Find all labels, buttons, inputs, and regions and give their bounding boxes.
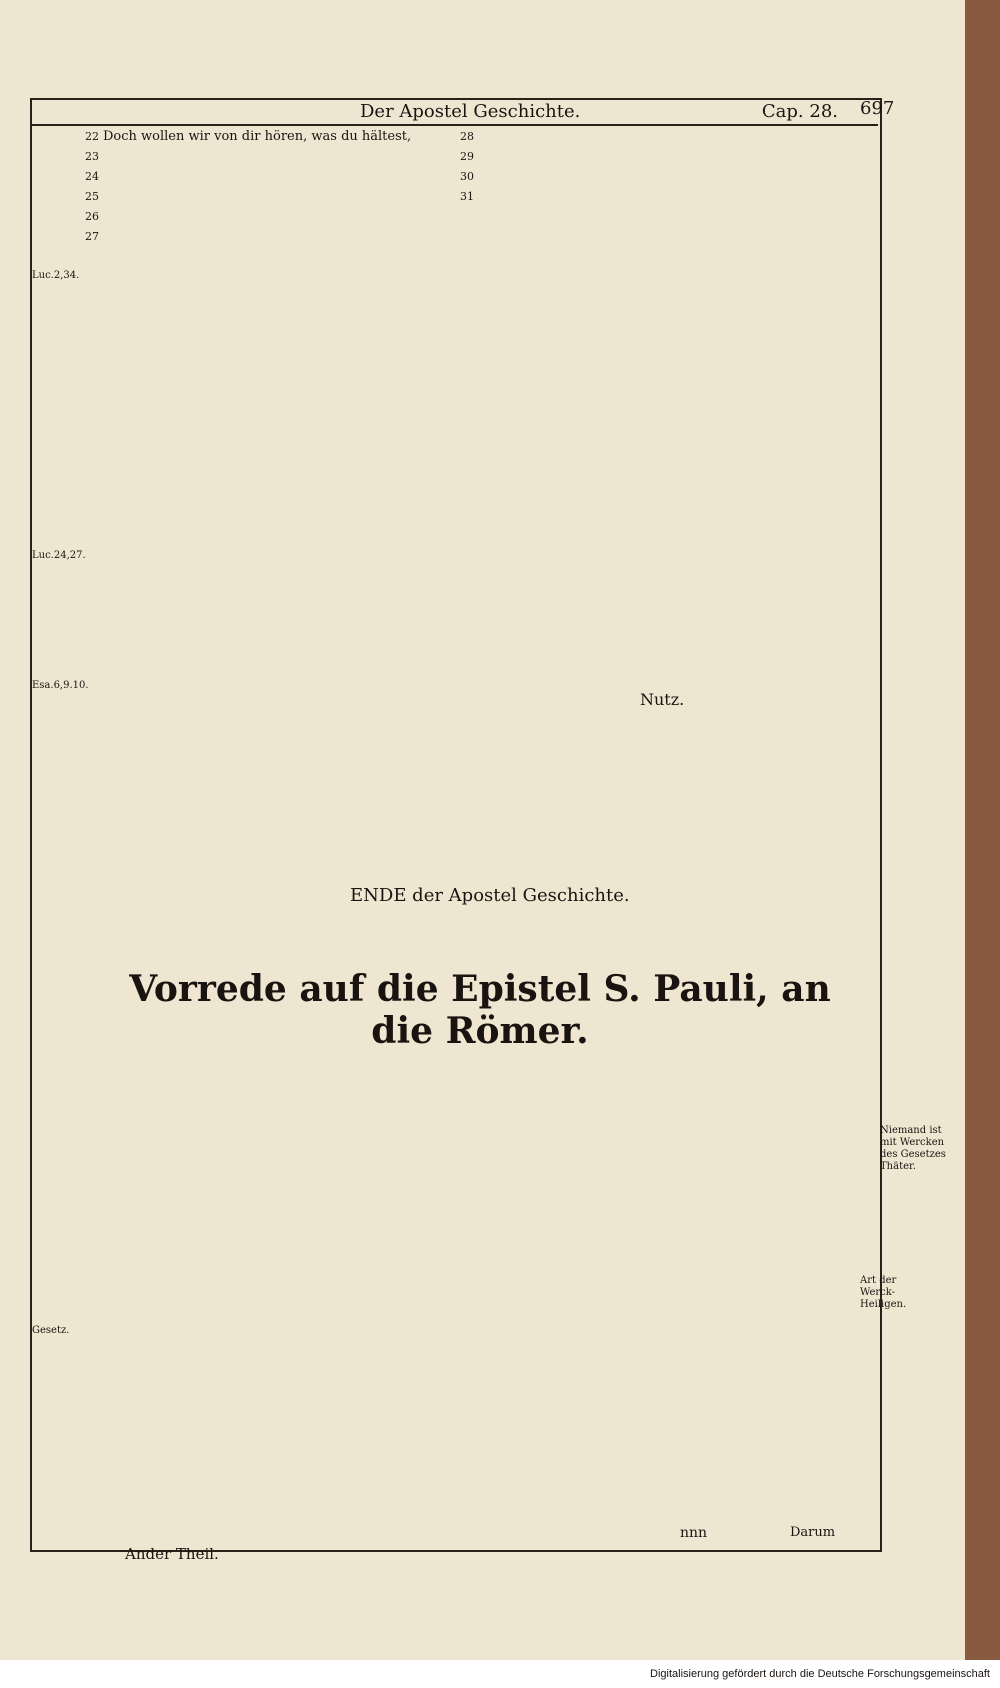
preface-left-column bbox=[105, 1015, 475, 1515]
preface-right-column bbox=[490, 1008, 855, 1523]
acts-right-column bbox=[460, 128, 800, 688]
margin-note: Niemand ist mit Wercken des Gesetzes Thäter. bbox=[880, 1125, 946, 1172]
margin-ref: Luc.2,34. bbox=[32, 270, 80, 281]
margin-ref: Luc.24,27. bbox=[32, 550, 86, 561]
footer-credit: Digitalisierung gefördert durch die Deutsche Forschungsgemeinschaft bbox=[0, 1660, 1000, 1688]
verse: 31 bbox=[460, 190, 474, 203]
running-header bbox=[30, 98, 878, 126]
acts-left-column bbox=[85, 128, 455, 883]
margin-ref: Esa.6,9.10. bbox=[32, 680, 89, 691]
verse: 26 bbox=[85, 210, 99, 223]
verse: 29 bbox=[460, 150, 474, 163]
margin-note: Gesetz. bbox=[32, 1325, 70, 1336]
nutz-heading: Nutz. bbox=[640, 690, 685, 709]
verse: 24 bbox=[85, 170, 99, 183]
verse: 23 bbox=[85, 150, 99, 163]
verse: 22 Doch wollen wir von dir hören, was du hältest, bbox=[85, 129, 412, 144]
end-line: ENDE der Apostel Geschichte. bbox=[350, 885, 630, 906]
preface-heading: Vorrede auf die Epistel S. Pauli, an die Römer. bbox=[129, 968, 831, 1052]
page-number: 697 bbox=[860, 98, 895, 119]
nutz-text bbox=[460, 715, 800, 875]
book-edge bbox=[965, 0, 1000, 1660]
book-title: Der Apostel Geschichte. bbox=[360, 100, 581, 122]
part-label: Ander Theil. bbox=[125, 1545, 219, 1563]
verse: 27 bbox=[85, 230, 99, 243]
catchword: Darum bbox=[790, 1525, 836, 1540]
verse: 30 bbox=[460, 170, 474, 183]
verse: 25 bbox=[85, 190, 99, 203]
margin-note: Art der Werck-Heiligen. bbox=[860, 1275, 907, 1310]
verse: 28 bbox=[460, 130, 474, 143]
signature-mark: nnn bbox=[680, 1525, 708, 1541]
chapter-label: Cap. 28. bbox=[761, 100, 838, 122]
